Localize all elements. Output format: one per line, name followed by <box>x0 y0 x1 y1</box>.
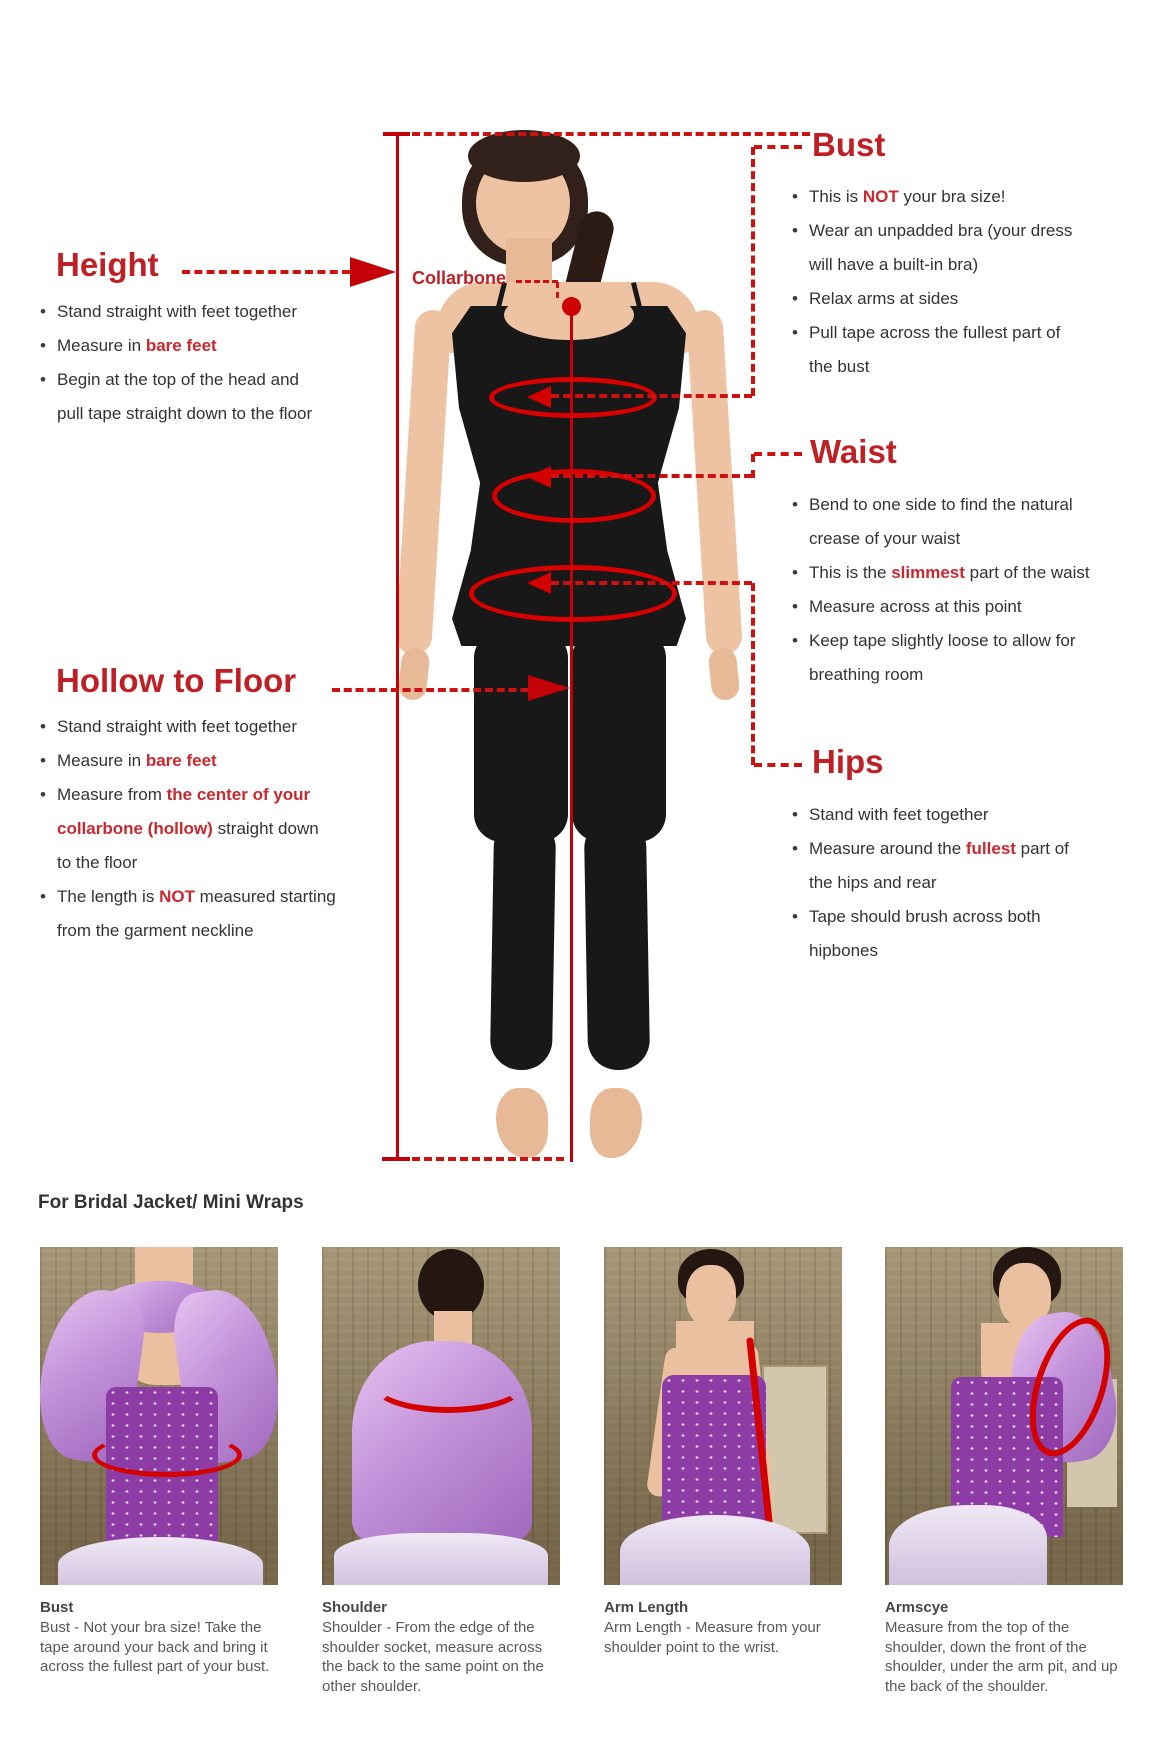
waist-connector-stub <box>754 452 802 456</box>
caption-text: Shoulder - From the edge of the shoulder socket, measure across the back to the same point on the other shoulder. <box>322 1619 544 1695</box>
instruction-line: • Measure in bare feet <box>38 744 336 778</box>
instruction-line: • Pull tape across the fullest part of <box>790 316 1072 350</box>
model-left-thigh <box>474 630 568 842</box>
instruction-line: • Measure in bare feet <box>38 329 312 363</box>
instruction-line: • Measure across at this point <box>790 590 1090 624</box>
instruction-line: • Measure around the fullest part of <box>790 832 1069 866</box>
model-fringe <box>468 130 580 182</box>
height-title: Height <box>56 246 159 283</box>
height-line <box>396 133 399 1161</box>
instruction-line: • Bend to one side to find the natural <box>790 488 1090 522</box>
model-right-arm <box>686 309 743 656</box>
hollow-to-floor-title: Hollow to Floor <box>56 662 297 699</box>
floor-dashed-line <box>412 1157 564 1161</box>
bust-connector-v <box>751 147 755 396</box>
hips-connector-v <box>751 583 755 765</box>
instruction-line: • Wear an unpadded bra (your dress <box>790 214 1072 248</box>
bust-arrow <box>527 386 551 408</box>
model-left-arm <box>395 309 452 656</box>
bust-connector-stub <box>754 145 802 149</box>
height-pointer-dash <box>182 270 350 274</box>
instruction-line: • Measure from the center of your <box>38 778 336 812</box>
instruction-line: • This is the slimmest part of the waist <box>790 556 1090 590</box>
hips-dash <box>551 581 752 585</box>
hips-instructions <box>790 798 1069 968</box>
caption-label: Arm Length <box>604 1599 689 1616</box>
photo-decor <box>686 1265 736 1327</box>
shoulder-measure-line <box>370 1353 527 1413</box>
hollow-instructions <box>38 710 336 948</box>
hollow-to-floor-line <box>570 310 573 1162</box>
height-instructions <box>38 295 312 431</box>
instruction-line: the bust <box>809 357 870 376</box>
photo-decor <box>334 1533 548 1585</box>
collarbone-dash-v <box>556 282 559 298</box>
photo-decor <box>762 1365 828 1534</box>
instruction-line: • Relax arms at sides <box>790 282 1072 316</box>
hips-title: Hips <box>812 743 884 780</box>
caption-armscye <box>885 1598 1130 1696</box>
instruction-line: hipbones <box>809 941 879 960</box>
hips-arrow <box>527 572 551 594</box>
photo-decor <box>889 1505 1047 1585</box>
model-left-calf <box>490 817 556 1070</box>
photo-shoulder <box>322 1247 560 1585</box>
instruction-line: crease of your waist <box>809 529 961 548</box>
bust-measure-line <box>92 1433 242 1477</box>
hips-connector-stub <box>754 763 802 767</box>
instruction-line: • The length is NOT measured starting <box>38 880 336 914</box>
waist-title: Waist <box>810 433 897 470</box>
caption-label: Armscye <box>885 1599 949 1616</box>
bust-title: Bust <box>812 126 886 163</box>
instruction-line: to the floor <box>57 853 138 872</box>
hollow-pointer-arrow <box>528 675 570 701</box>
photo-decor <box>58 1537 263 1585</box>
collarbone-dash <box>516 280 558 283</box>
caption-text: Bust - Not your bra size! Take the tape around your back and bring it across the fullest part of your bust. <box>40 1619 270 1675</box>
bridal-jacket-title: For Bridal Jacket/ Mini Wraps <box>38 1192 304 1213</box>
caption-arm-length <box>604 1598 849 1657</box>
instruction-line: • Stand straight with feet together <box>38 710 336 744</box>
bust-instructions <box>790 180 1072 384</box>
model-right-calf <box>584 817 650 1070</box>
caption-shoulder <box>322 1598 567 1696</box>
model-left-hand <box>397 647 430 702</box>
waist-connector-v <box>751 454 755 478</box>
caption-text: Arm Length - Measure from your shoulder point to the wrist. <box>604 1619 821 1656</box>
instruction-line: the hips and rear <box>809 873 937 892</box>
instruction-line: pull tape straight down to the floor <box>57 404 313 423</box>
model-right-foot <box>590 1088 642 1158</box>
photo-decor <box>662 1375 766 1525</box>
waist-arrow <box>527 466 551 488</box>
model-left-foot <box>496 1088 548 1158</box>
caption-bust <box>40 1598 285 1677</box>
height-line-bottom-cap <box>382 1157 410 1161</box>
collarbone-label: Collarbone <box>412 268 507 288</box>
waist-dash <box>551 474 752 478</box>
model-right-hand <box>707 647 740 702</box>
instruction-line: • Stand with feet together <box>790 798 1069 832</box>
photo-arm-length <box>604 1247 842 1585</box>
hollow-pointer-dash <box>332 688 540 692</box>
instruction-line: • Stand straight with feet together <box>38 295 312 329</box>
head-top-dashed-line <box>412 132 810 136</box>
instruction-line: • Begin at the top of the head and <box>38 363 312 397</box>
instruction-line: from the garment neckline <box>57 921 254 940</box>
instruction-line: collarbone (hollow) straight down <box>57 819 319 838</box>
model-right-thigh <box>572 630 666 842</box>
instruction-line: breathing room <box>809 665 924 684</box>
caption-label: Bust <box>40 1599 74 1616</box>
hips-ellipse <box>469 565 677 622</box>
photo-armscye <box>885 1247 1123 1585</box>
instruction-line: • Keep tape slightly loose to allow for <box>790 624 1090 658</box>
photo-bust <box>40 1247 278 1585</box>
height-pointer-arrow <box>350 257 396 287</box>
instruction-line: will have a built-in bra) <box>809 255 979 274</box>
caption-text: Measure from the top of the shoulder, down the front of the shoulder, under the arm pit, and up the back of the shoulder. <box>885 1619 1118 1695</box>
instruction-line: • Tape should brush across both <box>790 900 1069 934</box>
waist-instructions <box>790 488 1090 692</box>
bust-dash <box>551 394 752 398</box>
collarbone-hollow-dot <box>562 297 581 316</box>
height-line-top-cap <box>383 132 410 136</box>
photo-decor <box>620 1515 810 1585</box>
caption-label: Shoulder <box>322 1599 388 1616</box>
instruction-line: • This is NOT your bra size! <box>790 180 1072 214</box>
